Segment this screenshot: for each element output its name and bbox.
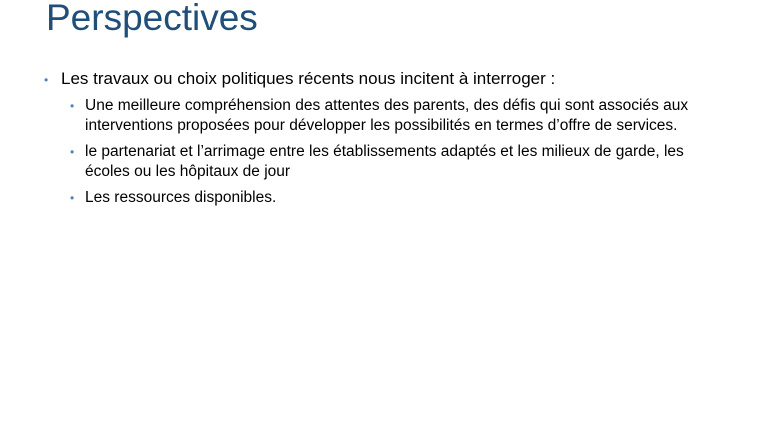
bullet-item — [44, 68, 744, 90]
bullet-dot-icon: • — [70, 145, 75, 159]
sub-bullet-text: Les ressources disponibles. — [85, 189, 277, 206]
bullet-dot-icon: • — [70, 99, 75, 113]
sub-bullet-item — [70, 96, 725, 136]
sub-bullet-text: le partenariat et l’arrimage entre les établissements adaptés et les milieux de garde, les écoles ou les hôpitaux de jour — [85, 143, 684, 180]
slide-content — [44, 68, 744, 214]
sub-bullet-text: Une meilleure compréhension des attentes des parents, des défis qui sont associés aux interventions proposées pour développer les possibilités en termes d’offre de services. — [85, 97, 689, 134]
slide-title: Perspectives — [46, 0, 258, 38]
sub-bullet-item — [70, 142, 725, 182]
bullet-text: Les travaux ou choix politiques récents nous incitent à interroger : — [61, 69, 556, 88]
sub-bullet-item — [70, 188, 725, 208]
bullet-dot-icon: • — [70, 191, 75, 205]
bullet-dot-icon: • — [44, 73, 49, 87]
